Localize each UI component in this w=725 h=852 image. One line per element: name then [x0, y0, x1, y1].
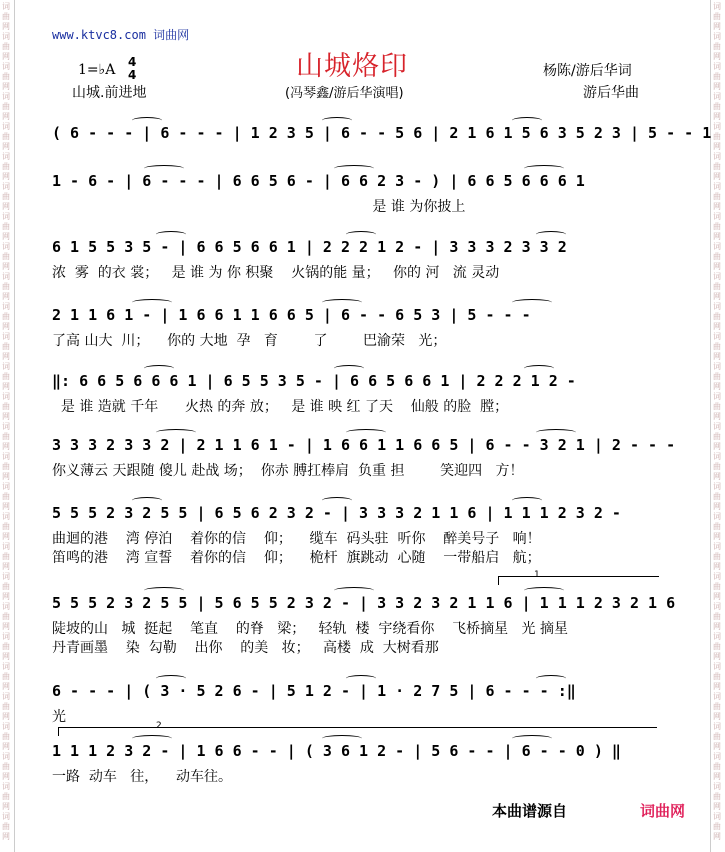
- watermark-char: 曲: [2, 372, 10, 381]
- slur-mark: [536, 675, 566, 682]
- watermark-char: 网: [2, 772, 10, 781]
- left-watermark-strip: [0, 0, 15, 852]
- watermark-char: 网: [2, 592, 10, 601]
- slur-mark: [156, 675, 186, 682]
- watermark-char: 词: [2, 692, 10, 701]
- watermark-char: 词: [2, 452, 10, 461]
- watermark-char: 曲: [713, 732, 721, 741]
- watermark-char: 网: [713, 142, 721, 151]
- watermark-char: 词: [713, 32, 721, 41]
- watermark-char: 网: [2, 532, 10, 541]
- watermark-char: 网: [2, 472, 10, 481]
- slur-mark: [132, 497, 162, 504]
- watermark-char: 曲: [2, 42, 10, 51]
- watermark-char: 词: [2, 2, 10, 11]
- watermark-char: 词: [713, 782, 721, 791]
- watermark-char: 词: [713, 692, 721, 701]
- watermark-char: 曲: [713, 162, 721, 171]
- watermark-char: 词: [713, 2, 721, 11]
- slur-mark: [156, 429, 196, 436]
- time-top: 4: [128, 55, 137, 69]
- watermark-char: 网: [713, 412, 721, 421]
- watermark-char: 曲: [713, 192, 721, 201]
- watermark-char: 曲: [713, 252, 721, 261]
- watermark-char: 词: [713, 512, 721, 521]
- watermark-char: 曲: [2, 762, 10, 771]
- watermark-char: 词: [713, 62, 721, 71]
- watermark-char: 词: [2, 212, 10, 221]
- watermark-char: 曲: [2, 72, 10, 81]
- watermark-char: 曲: [2, 702, 10, 711]
- watermark-char: 网: [2, 172, 10, 181]
- watermark-char: 网: [713, 802, 721, 811]
- watermark-char: 曲: [2, 132, 10, 141]
- watermark-char: 词: [713, 722, 721, 731]
- watermark-char: 网: [713, 592, 721, 601]
- volta-2-bracket: [58, 727, 657, 736]
- watermark-char: 词: [713, 452, 721, 461]
- watermark-char: 网: [2, 322, 10, 331]
- watermark-char: 网: [713, 82, 721, 91]
- slur-mark: [524, 165, 564, 172]
- watermark-char: 曲: [713, 402, 721, 411]
- lyric-line: 丹青画墨 染 勾勒 出你 的美 妆； 高楼 成 大树看那: [52, 640, 439, 656]
- watermark-char: 曲: [713, 282, 721, 291]
- watermark-char: 网: [2, 142, 10, 151]
- watermark-char: 词: [2, 362, 10, 371]
- watermark-char: 词: [2, 722, 10, 731]
- watermark-char: 曲: [2, 432, 10, 441]
- lyric-line: 你义薄云 天跟随 傻儿 赴战 场； 你赤 膊扛棒肩 负重 担 笑迎四 方！: [52, 463, 524, 479]
- watermark-char: 曲: [2, 252, 10, 261]
- slur-mark: [144, 587, 184, 594]
- watermark-char: 网: [2, 652, 10, 661]
- watermark-char: 网: [2, 712, 10, 721]
- watermark-char: 曲: [713, 372, 721, 381]
- watermark-char: 词: [713, 482, 721, 491]
- volta-2-label: 2: [156, 721, 162, 731]
- slur-mark: [334, 365, 364, 372]
- lyric-line: 了高 山大 川； 你的 大地 孕 育 了 巴渝荣 光；: [52, 333, 447, 349]
- slur-mark: [536, 429, 576, 436]
- watermark-char: 词: [2, 242, 10, 251]
- watermark-char: 曲: [2, 462, 10, 471]
- watermark-char: 网: [2, 832, 10, 841]
- watermark-char: 网: [713, 742, 721, 751]
- footer-source: 本曲谱源自: [492, 802, 568, 820]
- watermark-char: 词: [2, 482, 10, 491]
- watermark-char: 网: [2, 682, 10, 691]
- slur-mark: [536, 231, 566, 238]
- watermark-char: 曲: [713, 522, 721, 531]
- watermark-char: 曲: [2, 582, 10, 591]
- watermark-char: 词: [2, 422, 10, 431]
- lyric-line: 陡坡的山 城 挺起 笔直 的脊 梁； 轻轨 楼 宇绕看你 飞桥摘星 光 摘星: [52, 621, 568, 637]
- slur-mark: [132, 299, 172, 306]
- slur-mark: [346, 675, 376, 682]
- watermark-char: 网: [713, 772, 721, 781]
- watermark-char: 网: [2, 292, 10, 301]
- slur-mark: [512, 299, 552, 306]
- watermark-char: 网: [713, 322, 721, 331]
- watermark-char: 曲: [713, 132, 721, 141]
- watermark-char: 词: [713, 302, 721, 311]
- watermark-char: 网: [713, 202, 721, 211]
- slur-mark: [346, 231, 376, 238]
- watermark-char: 曲: [2, 792, 10, 801]
- slur-mark: [346, 429, 386, 436]
- watermark-char: 网: [2, 742, 10, 751]
- watermark-char: 网: [2, 442, 10, 451]
- notation-line: 6 - - - | ( 3 · 5 2 6 - | 5 1 2 - | 1 · 2 7 5 | 6 - - - :‖: [52, 682, 576, 700]
- watermark-char: 曲: [713, 792, 721, 801]
- watermark-char: 网: [713, 442, 721, 451]
- watermark-char: 曲: [2, 612, 10, 621]
- watermark-char: 词: [713, 422, 721, 431]
- watermark-char: 词: [2, 92, 10, 101]
- singers: (冯琴鑫/游后华演唱): [285, 86, 404, 101]
- watermark-char: 网: [2, 502, 10, 511]
- watermark-char: 网: [2, 622, 10, 631]
- watermark-char: 词: [713, 122, 721, 131]
- notation-line: 5 5 5 2 3 2 5 5 | 6 5 6 2 3 2 - | 3 3 3 2 1 1 6 | 1 1 1 2 3 2 -: [52, 504, 621, 522]
- volta-1-bracket: [498, 576, 659, 585]
- notation-line: ‖: 6 6 5 6 6 6 1 | 6 5 5 3 5 - | 6 6 5 6 6 1 | 2 2 2 1 2 -: [52, 372, 576, 390]
- watermark-char: 曲: [2, 312, 10, 321]
- time-bottom: 4: [128, 68, 137, 82]
- watermark-char: 网: [2, 802, 10, 811]
- watermark-char: 词: [2, 122, 10, 131]
- watermark-char: 词: [713, 332, 721, 341]
- slur-mark: [524, 587, 564, 594]
- watermark-char: 曲: [2, 102, 10, 111]
- footer-logo: 词曲网: [640, 802, 686, 820]
- watermark-char: 曲: [2, 552, 10, 561]
- watermark-char: 网: [2, 112, 10, 121]
- watermark-char: 曲: [2, 402, 10, 411]
- watermark-char: 词: [713, 542, 721, 551]
- watermark-char: 网: [2, 412, 10, 421]
- watermark-char: 曲: [2, 222, 10, 231]
- watermark-char: 词: [2, 332, 10, 341]
- watermark-char: 词: [2, 32, 10, 41]
- watermark-char: 词: [713, 662, 721, 671]
- watermark-char: 网: [713, 292, 721, 301]
- watermark-char: 网: [2, 562, 10, 571]
- watermark-char: 曲: [2, 522, 10, 531]
- watermark-char: 曲: [713, 612, 721, 621]
- watermark-char: 曲: [2, 492, 10, 501]
- watermark-char: 曲: [713, 462, 721, 471]
- key-signature: 1=♭A: [78, 62, 116, 78]
- slur-mark: [524, 365, 554, 372]
- watermark-char: 网: [713, 652, 721, 661]
- watermark-char: 词: [713, 752, 721, 761]
- watermark-char: 词: [2, 392, 10, 401]
- watermark-char: 网: [2, 22, 10, 31]
- watermark-char: 词: [713, 572, 721, 581]
- watermark-char: 曲: [713, 642, 721, 651]
- watermark-char: 曲: [2, 672, 10, 681]
- watermark-char: 曲: [713, 72, 721, 81]
- watermark-char: 网: [2, 352, 10, 361]
- watermark-char: 网: [713, 712, 721, 721]
- watermark-char: 词: [2, 782, 10, 791]
- watermark-char: 曲: [713, 102, 721, 111]
- slur-mark: [334, 165, 374, 172]
- site-url: www.ktvc8.com 词曲网: [52, 28, 190, 42]
- watermark-char: 曲: [713, 492, 721, 501]
- watermark-char: 网: [713, 682, 721, 691]
- time-signature: [128, 56, 136, 82]
- watermark-char: 词: [713, 242, 721, 251]
- watermark-char: 网: [713, 832, 721, 841]
- watermark-char: 曲: [2, 12, 10, 21]
- watermark-char: 曲: [713, 582, 721, 591]
- watermark-char: 曲: [2, 342, 10, 351]
- watermark-char: 词: [713, 182, 721, 191]
- watermark-char: 网: [713, 502, 721, 511]
- watermark-char: 曲: [713, 12, 721, 21]
- watermark-char: 词: [2, 512, 10, 521]
- slur-mark: [322, 735, 362, 742]
- watermark-char: 词: [2, 302, 10, 311]
- watermark-char: 网: [713, 52, 721, 61]
- watermark-char: 曲: [713, 222, 721, 231]
- watermark-char: 曲: [713, 672, 721, 681]
- slur-mark: [156, 231, 186, 238]
- watermark-char: 网: [713, 532, 721, 541]
- watermark-char: 曲: [713, 342, 721, 351]
- watermark-char: 网: [2, 202, 10, 211]
- lyric-line: 曲迴的港 湾 停泊 着你的信 仰； 缆车 码头驻 听你 醉美号子 响！: [52, 531, 541, 547]
- slur-mark: [132, 117, 162, 124]
- watermark-char: 词: [713, 362, 721, 371]
- watermark-char: 网: [2, 262, 10, 271]
- watermark-char: 曲: [713, 702, 721, 711]
- watermark-char: 曲: [2, 732, 10, 741]
- watermark-char: 网: [713, 262, 721, 271]
- watermark-char: 词: [713, 632, 721, 641]
- watermark-char: 曲: [2, 642, 10, 651]
- song-title: 山城烙印: [296, 51, 408, 82]
- slur-mark: [144, 165, 184, 172]
- notation-line: ( 6 - - - | 6 - - - | 1 2 3 5 | 6 - - 5 6 | 2 1 6 1 5 6 3 5 2 3 | 5 - - 1: [52, 124, 712, 142]
- watermark-char: 词: [2, 662, 10, 671]
- watermark-char: 词: [2, 542, 10, 551]
- lyric-line: 一路 动车 往， 动车往。: [52, 769, 233, 785]
- watermark-char: 词: [2, 632, 10, 641]
- notation-line: 6 1 5 5 3 5 - | 6 6 5 6 6 1 | 2 2 2 1 2 - | 3 3 3 2 3 3 2: [52, 238, 567, 256]
- lyric-line: 是 谁 造就 千年 火热 的奔 放； 是 谁 映 红 了天 仙般 的脸 膛；: [52, 399, 509, 415]
- slur-mark: [322, 117, 352, 124]
- lyric-line: 浓 雾 的衣 裳； 是 谁 为 你 积聚 火锅的能 量； 你的 河 流 灵动: [52, 265, 500, 281]
- watermark-char: 词: [2, 272, 10, 281]
- watermark-char: 网: [713, 562, 721, 571]
- slur-mark: [322, 299, 362, 306]
- watermark-char: 词: [713, 392, 721, 401]
- watermark-char: 网: [713, 232, 721, 241]
- watermark-char: 词: [2, 152, 10, 161]
- slur-mark: [144, 365, 174, 372]
- notation-line: 2 1 1 6 1 - | 1 6 6 1 1 6 6 5 | 6 - - 6 5 3 | 5 - - -: [52, 306, 531, 324]
- slur-mark: [512, 117, 542, 124]
- watermark-char: 词: [2, 812, 10, 821]
- watermark-char: 词: [2, 572, 10, 581]
- slur-mark: [322, 497, 352, 504]
- watermark-char: 曲: [713, 762, 721, 771]
- watermark-char: 词: [2, 182, 10, 191]
- watermark-char: 网: [713, 352, 721, 361]
- lyric-line: 光: [52, 709, 66, 725]
- watermark-char: 曲: [2, 822, 10, 831]
- watermark-char: 网: [713, 22, 721, 31]
- watermark-char: 网: [2, 382, 10, 391]
- slur-mark: [132, 735, 172, 742]
- notation-line: 1 - 6 - | 6 - - - | 6 6 5 6 - | 6 6 2 3 - ) | 6 6 5 6 6 6 1: [52, 172, 585, 190]
- watermark-char: 词: [2, 602, 10, 611]
- watermark-char: 词: [713, 272, 721, 281]
- watermark-char: 网: [713, 622, 721, 631]
- watermark-char: 词: [713, 212, 721, 221]
- watermark-char: 曲: [713, 822, 721, 831]
- notation-line: 5 5 5 2 3 2 5 5 | 5 6 5 5 2 3 2 - | 3 3 2 3 2 1 1 6 | 1 1 1 2 3 2 1 6: [52, 594, 676, 612]
- lyric-line: 是 谁 为你披上: [52, 199, 466, 215]
- watermark-char: 曲: [713, 432, 721, 441]
- watermark-char: 曲: [2, 282, 10, 291]
- notation-line: 3 3 3 2 3 3 2 | 2 1 1 6 1 - | 1 6 6 1 1 6 6 5 | 6 - - 3 2 1 | 2 - - -: [52, 436, 676, 454]
- notation-line: 1 1 1 2 3 2 - | 1 6 6 - - | ( 3 6 1 2 - | 5 6 - - | 6 - - 0 ) ‖: [52, 742, 621, 760]
- watermark-char: 词: [713, 152, 721, 161]
- watermark-char: 词: [713, 602, 721, 611]
- slur-mark: [512, 497, 542, 504]
- watermark-char: 网: [713, 172, 721, 181]
- watermark-char: 网: [713, 112, 721, 121]
- lyric-line: 笛鸣的港 湾 宣誓 着你的信 仰； 桅杆 旗跳动 心随 一带船启 航；: [52, 550, 541, 566]
- composer: 游后华曲: [583, 85, 639, 101]
- watermark-char: 网: [2, 232, 10, 241]
- watermark-char: 网: [713, 472, 721, 481]
- watermark-char: 网: [713, 382, 721, 391]
- slur-mark: [512, 735, 552, 742]
- volta-1-label: 1: [534, 570, 540, 580]
- watermark-char: 词: [713, 812, 721, 821]
- watermark-char: 网: [2, 52, 10, 61]
- watermark-char: 曲: [713, 42, 721, 51]
- watermark-char: 曲: [713, 552, 721, 561]
- tempo-marking: 山城.前进地: [72, 85, 147, 101]
- watermark-char: 曲: [713, 312, 721, 321]
- watermark-char: 词: [713, 92, 721, 101]
- watermark-char: 词: [2, 752, 10, 761]
- watermark-char: 词: [2, 62, 10, 71]
- watermark-char: 网: [2, 82, 10, 91]
- right-watermark-strip: [710, 0, 725, 852]
- watermark-char: 曲: [2, 192, 10, 201]
- watermark-char: 曲: [2, 162, 10, 171]
- lyricist: 杨陈/游后华词: [543, 63, 632, 79]
- slur-mark: [334, 587, 374, 594]
